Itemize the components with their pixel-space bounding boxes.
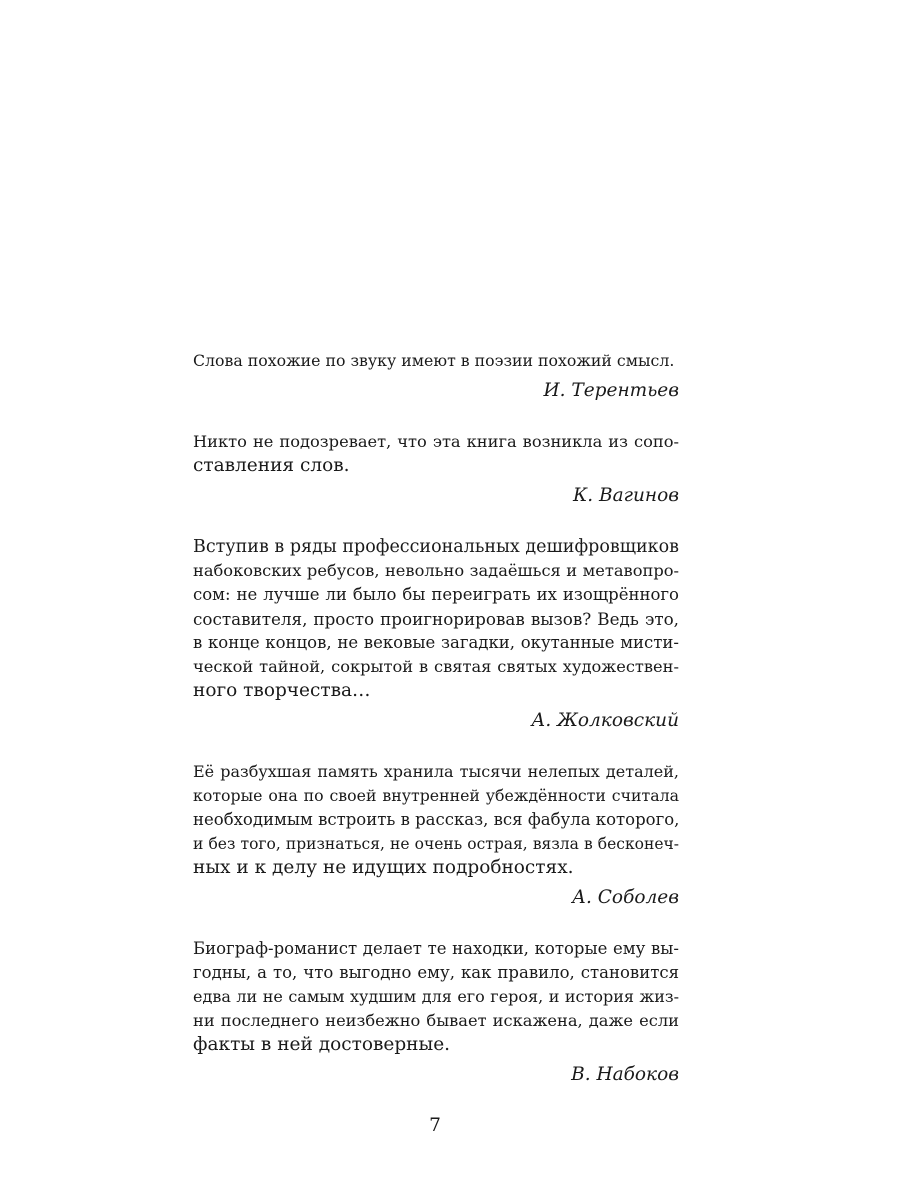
quote-line: ставления слов. <box>193 455 350 476</box>
epigraph-author: И. Терентьев <box>543 380 679 401</box>
quote-line: ни последнего неизбежно бывает искажена, даже если <box>193 1011 679 1030</box>
quote-line: составителя, просто проигнорировав вызов? Ведь это, <box>193 609 679 629</box>
quote-line: едва ли не самым худшим для его героя, и история жиз- <box>193 987 679 1006</box>
epigraph-author: А. Соболев <box>572 887 679 908</box>
epigraph-quote <box>193 535 679 703</box>
quote-line: Её разбухшая память хранила тысячи нелепых деталей, <box>193 762 679 781</box>
quote-line: которые она по своей внутренней убеждённости считала <box>193 786 679 805</box>
quote-line: ческой тайной, сокрытой в святая святых художествен- <box>193 657 679 676</box>
quote-line: ного творчества… <box>193 680 371 701</box>
quote-line: факты в ней достоверные. <box>193 1034 451 1055</box>
epigraph-quote <box>193 430 679 478</box>
quote-line: Никто не подозревает, что эта книга возникла из сопо- <box>193 432 679 451</box>
quote-line: ных и к делу не идущих подробностях. <box>193 857 574 878</box>
epigraph-quote <box>193 760 679 880</box>
quote-line: сом: не лучше ли было бы переиграть их изощрённого <box>193 585 679 604</box>
epigraph-quote <box>193 349 679 373</box>
epigraph-author: А. Жолковский <box>531 710 679 731</box>
quote-line: в конце концов, не вековые загадки, окутанные мисти- <box>193 633 679 652</box>
page-number: 7 <box>429 1115 441 1136</box>
quote-line: необходимым встроить в рассказ, вся фабула которого, <box>193 810 680 829</box>
epigraph-1 <box>193 349 679 403</box>
epigraph-4 <box>193 760 679 910</box>
epigraphs-block <box>193 349 679 1087</box>
quote-line: Вступив в ряды профессиональных дешифровщиков <box>193 537 679 557</box>
epigraph-author: В. Набоков <box>571 1064 679 1085</box>
epigraph-author: К. Вагинов <box>572 485 679 506</box>
quote-line: и без того, признаться, не очень острая, вязла в бесконеч- <box>193 835 679 853</box>
quote-line: Биограф-романист делает те находки, которые ему вы- <box>193 939 679 958</box>
quote-line: годны, а то, что выгодно ему, как правило, становится <box>193 963 679 982</box>
epigraph-5 <box>193 937 679 1087</box>
epigraph-quote <box>193 937 679 1057</box>
quote-line: Слова похожие по звуку имеют в поэзии похожий смысл. <box>193 351 675 370</box>
quote-line: набоковских ребусов, невольно задаёшься и метавопро- <box>193 561 679 580</box>
epigraph-3 <box>193 535 679 733</box>
epigraph-2 <box>193 430 679 508</box>
